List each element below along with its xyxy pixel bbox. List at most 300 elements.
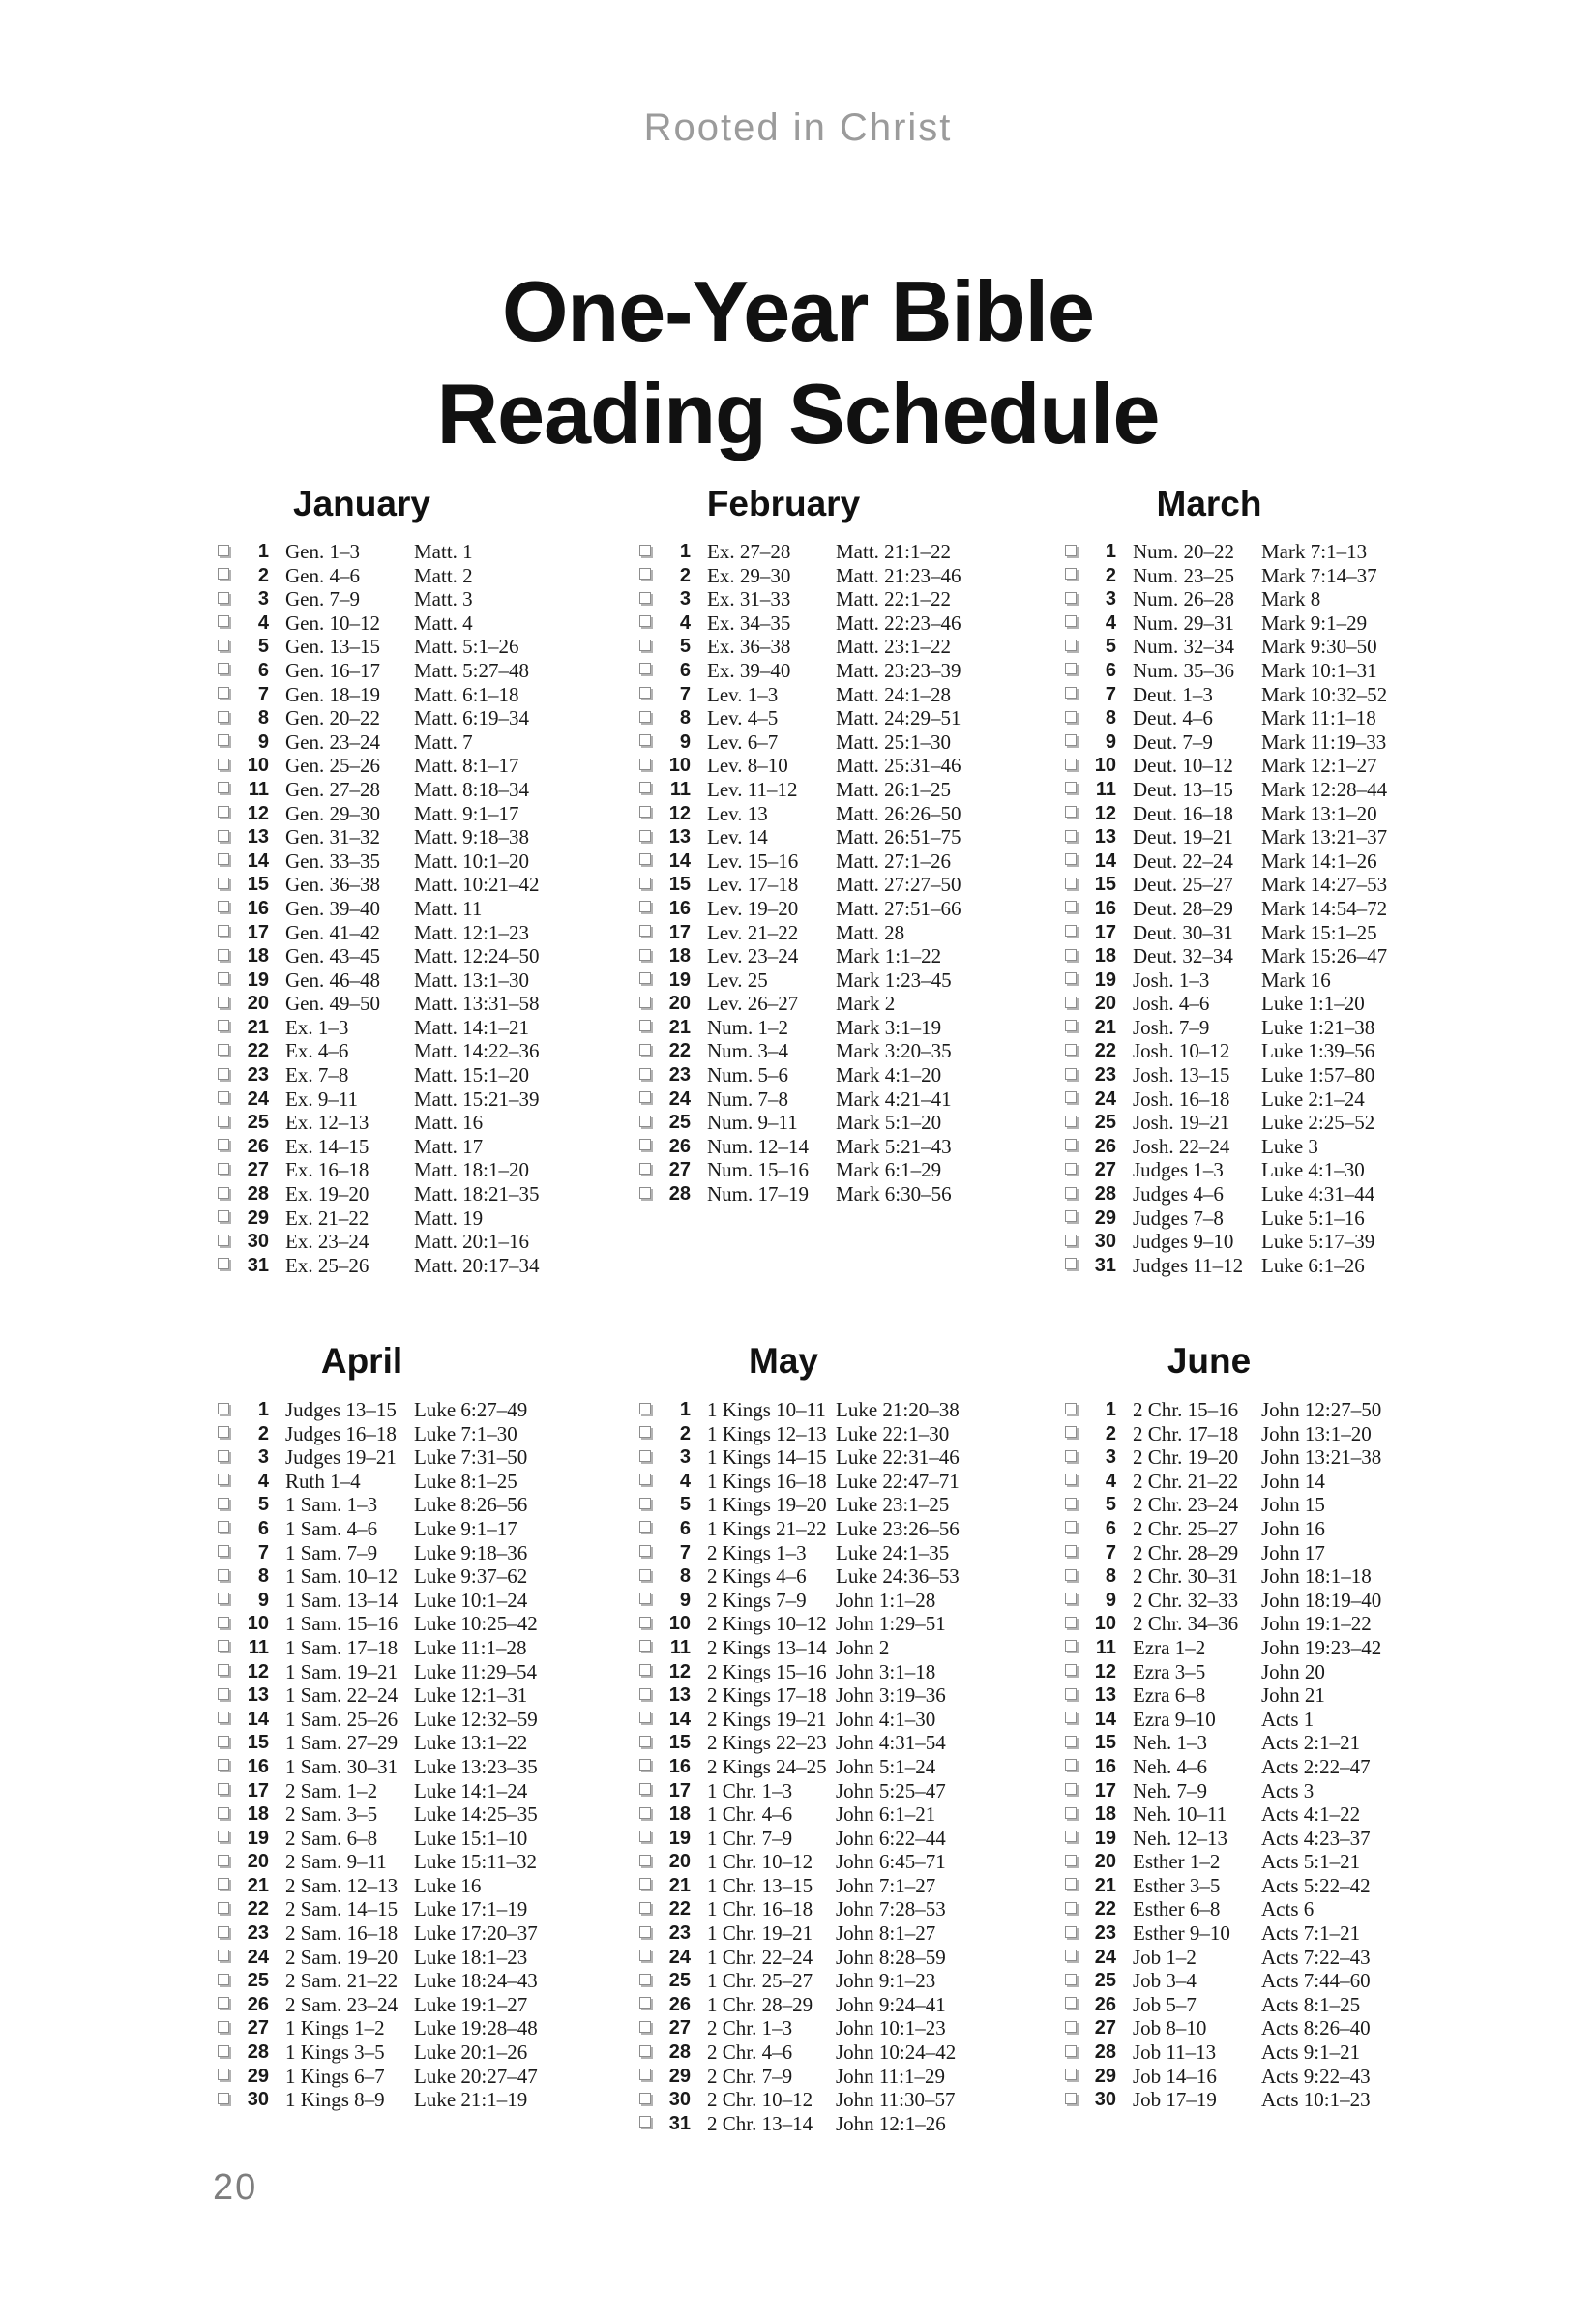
reading-row bbox=[1064, 1874, 1470, 1898]
nt-reading: Acts 4:1–22 bbox=[1261, 1802, 1361, 1827]
ot-reading: Ezra 6–8 bbox=[1133, 1683, 1206, 1708]
nt-reading: Luke 11:29–54 bbox=[414, 1659, 537, 1683]
reading-row bbox=[1064, 1802, 1470, 1827]
nt-reading: Luke 4:1–30 bbox=[1261, 1158, 1365, 1182]
reading-row bbox=[217, 2016, 623, 2040]
day-number: 5 bbox=[1105, 636, 1116, 658]
day-number: 15 bbox=[668, 874, 691, 896]
ot-reading: 1 Chr. 10–12 bbox=[707, 1850, 813, 1874]
day-number: 31 bbox=[668, 2112, 691, 2134]
month-march bbox=[1064, 484, 1470, 1277]
reading-row bbox=[638, 564, 1045, 588]
reading-row bbox=[638, 1564, 1045, 1589]
nt-reading: John 13:21–38 bbox=[1261, 1445, 1382, 1470]
nt-reading: Acts 5:22–42 bbox=[1261, 1873, 1371, 1897]
nt-reading: Luke 22:47–71 bbox=[836, 1469, 960, 1493]
reading-row bbox=[1064, 1111, 1470, 1135]
day-number: 20 bbox=[668, 993, 691, 1015]
ot-reading: 1 Sam. 4–6 bbox=[285, 1516, 378, 1540]
day-number: 24 bbox=[668, 1087, 691, 1110]
nt-reading: Matt. 3 bbox=[414, 587, 473, 611]
nt-reading: Matt. 15:21–39 bbox=[414, 1087, 540, 1111]
ot-reading: 1 Kings 6–7 bbox=[285, 2064, 385, 2088]
ot-reading: 2 Sam. 6–8 bbox=[285, 1826, 378, 1850]
nt-reading: John 9:24–41 bbox=[836, 1992, 946, 2016]
nt-reading: Acts 9:22–43 bbox=[1261, 2064, 1371, 2088]
day-number: 18 bbox=[668, 1803, 691, 1826]
ot-reading: 2 Chr. 17–18 bbox=[1133, 1421, 1239, 1445]
nt-reading: Luke 6:1–26 bbox=[1261, 1253, 1365, 1277]
day-number: 20 bbox=[1094, 1851, 1116, 1873]
nt-reading: Matt. 6:19–34 bbox=[414, 706, 529, 730]
day-number: 2 bbox=[1105, 564, 1116, 586]
reading-row bbox=[217, 1708, 623, 1732]
day-number: 28 bbox=[247, 1183, 269, 1206]
day-number: 17 bbox=[247, 1779, 269, 1801]
ot-reading: Gen. 18–19 bbox=[285, 682, 380, 706]
nt-reading: Luke 9:37–62 bbox=[414, 1564, 528, 1589]
reading-row bbox=[1064, 635, 1470, 659]
reading-row bbox=[638, 921, 1045, 945]
reading-row bbox=[638, 992, 1045, 1016]
nt-reading: Acts 10:1–23 bbox=[1261, 2088, 1371, 2112]
ot-reading: Gen. 20–22 bbox=[285, 706, 380, 730]
day-number: 14 bbox=[247, 1708, 269, 1730]
reading-row bbox=[217, 1946, 623, 1970]
ot-reading: 1 Kings 21–22 bbox=[707, 1516, 827, 1540]
nt-reading: Luke 20:27–47 bbox=[414, 2064, 538, 2088]
day-number: 23 bbox=[1094, 1064, 1116, 1087]
day-number: 27 bbox=[1094, 1159, 1116, 1181]
day-number: 10 bbox=[247, 1613, 269, 1635]
reading-row bbox=[638, 1398, 1045, 1422]
page-number: 20 bbox=[213, 2167, 258, 2208]
nt-reading: Matt. 27:51–66 bbox=[836, 896, 961, 920]
nt-reading: John 8:1–27 bbox=[836, 1921, 936, 1946]
ot-reading: Lev. 1–3 bbox=[707, 682, 779, 706]
ot-reading: Esther 9–10 bbox=[1133, 1921, 1230, 1946]
nt-reading: Luke 7:31–50 bbox=[414, 1445, 528, 1470]
reading-row bbox=[217, 1589, 623, 1613]
reading-row bbox=[1064, 659, 1470, 683]
day-number: 24 bbox=[1094, 1946, 1116, 1968]
reading-row bbox=[217, 802, 623, 826]
nt-reading: Luke 22:31–46 bbox=[836, 1445, 960, 1470]
ot-reading: Ex. 25–26 bbox=[285, 1253, 369, 1277]
ot-reading: 2 Chr. 13–14 bbox=[707, 2111, 813, 2135]
nt-reading: Matt. 15:1–20 bbox=[414, 1063, 529, 1087]
day-number: 19 bbox=[1094, 1827, 1116, 1849]
nt-reading: Mark 1:1–22 bbox=[836, 944, 942, 968]
ot-reading: Num. 23–25 bbox=[1133, 563, 1234, 587]
day-number: 1 bbox=[1105, 1399, 1116, 1420]
ot-reading: Deut. 19–21 bbox=[1133, 825, 1233, 849]
ot-reading: 2 Chr. 30–31 bbox=[1133, 1564, 1239, 1589]
day-number: 31 bbox=[1094, 1254, 1116, 1276]
day-number: 14 bbox=[1094, 849, 1116, 872]
nt-reading: Luke 1:39–56 bbox=[1261, 1039, 1375, 1063]
ot-reading: 1 Sam. 10–12 bbox=[285, 1564, 399, 1589]
reading-row bbox=[638, 1087, 1045, 1112]
reading-row bbox=[217, 730, 623, 755]
month-june bbox=[1064, 1341, 1470, 2112]
nt-reading: Luke 1:1–20 bbox=[1261, 992, 1365, 1016]
day-number: 19 bbox=[668, 1827, 691, 1849]
ot-reading: Josh. 16–18 bbox=[1133, 1087, 1230, 1111]
day-number: 3 bbox=[1105, 588, 1116, 610]
reading-row bbox=[638, 1039, 1045, 1063]
nt-reading: John 11:1–29 bbox=[836, 2064, 945, 2088]
reading-row bbox=[217, 921, 623, 945]
reading-row bbox=[217, 540, 623, 564]
reading-row bbox=[1064, 1206, 1470, 1231]
nt-reading: Luke 5:17–39 bbox=[1261, 1230, 1375, 1254]
day-number: 1 bbox=[679, 1399, 691, 1420]
ot-reading: Lev. 4–5 bbox=[707, 706, 779, 730]
nt-reading: Acts 1 bbox=[1261, 1707, 1315, 1731]
nt-reading: Matt. 9:18–38 bbox=[414, 825, 529, 849]
ot-reading: 2 Chr. 23–24 bbox=[1133, 1493, 1239, 1517]
reading-row bbox=[217, 1683, 623, 1708]
nt-reading: John 3:19–36 bbox=[836, 1683, 946, 1708]
reading-row bbox=[1064, 1230, 1470, 1254]
nt-reading: Mark 16 bbox=[1261, 968, 1331, 992]
ot-reading: Josh. 1–3 bbox=[1133, 968, 1210, 992]
day-number: 17 bbox=[668, 921, 691, 943]
reading-row bbox=[217, 587, 623, 611]
day-number: 23 bbox=[247, 1064, 269, 1087]
reading-row bbox=[217, 659, 623, 683]
page-title-line2: Reading Schedule bbox=[436, 365, 1160, 461]
ot-reading: Num. 3–4 bbox=[707, 1039, 788, 1063]
nt-reading: Mark 3:20–35 bbox=[836, 1039, 952, 1063]
ot-reading: 2 Chr. 15–16 bbox=[1133, 1398, 1239, 1421]
reading-row bbox=[217, 1802, 623, 1827]
day-number: 4 bbox=[679, 611, 691, 634]
day-number: 10 bbox=[1094, 755, 1116, 777]
ot-reading: 2 Kings 17–18 bbox=[707, 1683, 827, 1708]
reading-row bbox=[1064, 730, 1470, 755]
reading-row bbox=[217, 849, 623, 874]
day-number: 20 bbox=[247, 993, 269, 1015]
ot-reading: Neh. 10–11 bbox=[1133, 1802, 1227, 1827]
ot-reading: Job 3–4 bbox=[1133, 1969, 1197, 1993]
nt-reading: Matt. 17 bbox=[414, 1134, 484, 1158]
day-number: 11 bbox=[1095, 778, 1116, 800]
day-number: 3 bbox=[257, 588, 269, 610]
ot-reading: Lev. 25 bbox=[707, 968, 768, 992]
nt-reading: Mark 1:23–45 bbox=[836, 968, 952, 992]
month-title: April bbox=[320, 1341, 403, 1381]
ot-reading: Gen. 39–40 bbox=[285, 896, 380, 920]
reading-row bbox=[638, 730, 1045, 755]
day-number: 10 bbox=[1094, 1613, 1116, 1635]
day-number: 15 bbox=[1094, 1732, 1116, 1754]
reading-row bbox=[217, 1445, 623, 1470]
day-number: 27 bbox=[668, 1159, 691, 1181]
ot-reading: Judges 11–12 bbox=[1133, 1253, 1244, 1277]
ot-reading: Num. 26–28 bbox=[1133, 587, 1234, 611]
ot-reading: Ezra 1–2 bbox=[1133, 1635, 1206, 1659]
nt-reading: John 19:23–42 bbox=[1261, 1635, 1382, 1659]
ot-reading: 1 Chr. 25–27 bbox=[707, 1969, 813, 1993]
reading-row bbox=[638, 2112, 1045, 2136]
reading-row bbox=[638, 825, 1045, 849]
day-number: 13 bbox=[247, 826, 269, 848]
nt-reading: Luke 1:57–80 bbox=[1261, 1063, 1375, 1087]
ot-reading: 2 Kings 22–23 bbox=[707, 1731, 827, 1755]
day-number: 13 bbox=[247, 1684, 269, 1707]
ot-reading: 1 Kings 10–11 bbox=[707, 1398, 826, 1421]
nt-reading: John 6:45–71 bbox=[836, 1850, 946, 1874]
ot-reading: Gen. 23–24 bbox=[285, 729, 380, 754]
reading-row bbox=[1064, 1708, 1470, 1732]
reading-row bbox=[217, 1111, 623, 1135]
ot-reading: 2 Sam. 23–24 bbox=[285, 1992, 399, 2016]
reading-row bbox=[638, 1182, 1045, 1206]
day-number: 24 bbox=[668, 1946, 691, 1968]
day-number: 16 bbox=[1094, 1755, 1116, 1777]
day-number: 6 bbox=[679, 1517, 691, 1539]
nt-reading: Mark 14:27–53 bbox=[1261, 873, 1388, 897]
day-number: 7 bbox=[257, 1541, 269, 1563]
ot-reading: Ex. 21–22 bbox=[285, 1206, 369, 1230]
month-rows bbox=[638, 540, 1045, 1206]
month-title: March bbox=[1156, 484, 1262, 523]
reading-row bbox=[217, 2040, 623, 2065]
nt-reading: Mark 5:21–43 bbox=[836, 1134, 952, 1158]
day-number: 22 bbox=[247, 1898, 269, 1920]
ot-reading: Deut. 10–12 bbox=[1133, 754, 1233, 778]
ot-reading: 2 Kings 4–6 bbox=[707, 1564, 807, 1589]
day-number: 18 bbox=[1094, 1803, 1116, 1826]
nt-reading: Acts 8:26–40 bbox=[1261, 2016, 1371, 2040]
reading-row bbox=[638, 1111, 1045, 1135]
nt-reading: Matt. 24:29–51 bbox=[836, 706, 961, 730]
reading-row bbox=[217, 1493, 623, 1517]
day-number: 9 bbox=[679, 1589, 691, 1611]
ot-reading: Josh. 13–15 bbox=[1133, 1063, 1230, 1087]
ot-reading: 2 Sam. 12–13 bbox=[285, 1873, 399, 1897]
ot-reading: Lev. 14 bbox=[707, 825, 768, 849]
ot-reading: Deut. 30–31 bbox=[1133, 920, 1233, 944]
ot-reading: Deut. 28–29 bbox=[1133, 896, 1233, 920]
reading-row bbox=[1064, 1470, 1470, 1494]
nt-reading: Mark 14:54–72 bbox=[1261, 896, 1388, 920]
reading-row bbox=[1064, 2016, 1470, 2040]
nt-reading: Matt. 25:31–46 bbox=[836, 754, 961, 778]
day-number: 5 bbox=[1105, 1494, 1116, 1516]
reading-row bbox=[638, 1731, 1045, 1755]
day-number: 22 bbox=[668, 1040, 691, 1062]
reading-row bbox=[217, 1182, 623, 1206]
reading-row bbox=[217, 564, 623, 588]
month-rows bbox=[1064, 1398, 1470, 2112]
day-number: 22 bbox=[247, 1040, 269, 1062]
day-number: 27 bbox=[247, 1159, 269, 1181]
nt-reading: Luke 11:1–28 bbox=[414, 1635, 527, 1659]
nt-reading: Mark 10:32–52 bbox=[1261, 682, 1388, 706]
reading-row bbox=[638, 1755, 1045, 1779]
nt-reading: John 1:1–28 bbox=[836, 1588, 936, 1612]
reading-row bbox=[1064, 897, 1470, 921]
ot-reading: Ex. 16–18 bbox=[285, 1158, 369, 1182]
month-rows bbox=[217, 540, 623, 1277]
nt-reading: Matt. 8:1–17 bbox=[414, 754, 519, 778]
nt-reading: Luke 15:1–10 bbox=[414, 1826, 528, 1850]
ot-reading: Num. 9–11 bbox=[707, 1111, 798, 1135]
nt-reading: Mark 12:1–27 bbox=[1261, 754, 1377, 778]
day-number: 28 bbox=[1094, 1183, 1116, 1206]
nt-reading: John 16 bbox=[1261, 1516, 1325, 1540]
reading-row bbox=[638, 1897, 1045, 1921]
day-number: 11 bbox=[248, 778, 269, 800]
ot-reading: 2 Sam. 1–2 bbox=[285, 1778, 378, 1802]
day-number: 7 bbox=[1105, 683, 1116, 705]
ot-reading: Judges 1–3 bbox=[1133, 1158, 1224, 1182]
day-number: 23 bbox=[247, 1922, 269, 1945]
day-number: 17 bbox=[668, 1779, 691, 1801]
day-number: 7 bbox=[679, 683, 691, 705]
day-number: 6 bbox=[1105, 1517, 1116, 1539]
ot-reading: 1 Kings 19–20 bbox=[707, 1493, 827, 1517]
day-number: 29 bbox=[668, 2065, 691, 2087]
nt-reading: Matt. 20:1–16 bbox=[414, 1230, 529, 1254]
ot-reading: 1 Sam. 13–14 bbox=[285, 1588, 399, 1612]
day-number: 12 bbox=[247, 1660, 269, 1682]
day-number: 25 bbox=[668, 1970, 691, 1992]
ot-reading: Gen. 41–42 bbox=[285, 920, 380, 944]
day-number: 15 bbox=[668, 1732, 691, 1754]
reading-row bbox=[1064, 1993, 1470, 2017]
reading-row bbox=[1064, 1398, 1470, 1422]
nt-reading: John 1:29–51 bbox=[836, 1612, 946, 1636]
ot-reading: Gen. 33–35 bbox=[285, 848, 380, 873]
nt-reading: John 7:28–53 bbox=[836, 1897, 946, 1921]
reading-row bbox=[638, 1158, 1045, 1182]
ot-reading: Deut. 7–9 bbox=[1133, 729, 1213, 754]
nt-reading: Acts 7:1–21 bbox=[1261, 1921, 1361, 1946]
day-number: 26 bbox=[1094, 1135, 1116, 1157]
nt-reading: Luke 19:28–48 bbox=[414, 2016, 538, 2040]
reading-row bbox=[638, 849, 1045, 874]
day-number: 29 bbox=[1094, 1206, 1116, 1229]
reading-row bbox=[217, 2065, 623, 2089]
ot-reading: Lev. 13 bbox=[707, 801, 768, 825]
reading-row bbox=[217, 2088, 623, 2112]
reading-row bbox=[638, 587, 1045, 611]
reading-row bbox=[638, 754, 1045, 778]
nt-reading: Acts 2:22–47 bbox=[1261, 1754, 1371, 1778]
nt-reading: Luke 12:32–59 bbox=[414, 1707, 538, 1731]
day-number: 3 bbox=[679, 1446, 691, 1469]
day-number: 4 bbox=[1105, 611, 1116, 634]
ot-reading: 2 Sam. 21–22 bbox=[285, 1969, 399, 1993]
day-number: 3 bbox=[257, 1446, 269, 1469]
ot-reading: 1 Chr. 16–18 bbox=[707, 1897, 813, 1921]
ot-reading: 2 Sam. 16–18 bbox=[285, 1921, 399, 1946]
reading-row bbox=[217, 897, 623, 921]
nt-reading: Luke 4:31–44 bbox=[1261, 1182, 1375, 1206]
nt-reading: John 2 bbox=[836, 1635, 890, 1659]
nt-reading: Luke 16 bbox=[414, 1873, 482, 1897]
nt-reading: John 21 bbox=[1261, 1683, 1325, 1708]
nt-reading: Luke 9:18–36 bbox=[414, 1540, 528, 1564]
day-number: 18 bbox=[247, 1803, 269, 1826]
nt-reading: John 6:22–44 bbox=[836, 1826, 946, 1850]
reading-row bbox=[638, 1802, 1045, 1827]
ot-reading: Deut. 22–24 bbox=[1133, 848, 1233, 873]
reading-row bbox=[1064, 802, 1470, 826]
ot-reading: Gen. 31–32 bbox=[285, 825, 380, 849]
nt-reading: Matt. 19 bbox=[414, 1206, 484, 1230]
nt-reading: Matt. 18:21–35 bbox=[414, 1182, 540, 1206]
ot-reading: Judges 9–10 bbox=[1133, 1230, 1234, 1254]
nt-reading: Matt. 5:1–26 bbox=[414, 635, 519, 659]
ot-reading: Josh. 10–12 bbox=[1133, 1039, 1230, 1063]
nt-reading: Mark 6:30–56 bbox=[836, 1182, 952, 1206]
reading-row bbox=[1064, 1850, 1470, 1874]
nt-reading: John 7:1–27 bbox=[836, 1873, 936, 1897]
reading-row bbox=[638, 1589, 1045, 1613]
nt-reading: Mark 13:1–20 bbox=[1261, 801, 1377, 825]
day-number: 28 bbox=[247, 2041, 269, 2064]
day-number: 27 bbox=[247, 2017, 269, 2039]
reading-row bbox=[638, 968, 1045, 993]
ot-reading: Esther 1–2 bbox=[1133, 1850, 1221, 1874]
nt-reading: Mark 4:21–41 bbox=[836, 1087, 952, 1111]
nt-reading: Acts 5:1–21 bbox=[1261, 1850, 1361, 1874]
day-number: 8 bbox=[679, 707, 691, 729]
day-number: 22 bbox=[1094, 1040, 1116, 1062]
day-number: 27 bbox=[668, 2017, 691, 2039]
reading-row bbox=[1064, 683, 1470, 707]
day-number: 8 bbox=[257, 1565, 269, 1588]
reading-row bbox=[217, 1564, 623, 1589]
day-number: 24 bbox=[247, 1946, 269, 1968]
nt-reading: John 10:1–23 bbox=[836, 2016, 946, 2040]
ot-reading: Judges 19–21 bbox=[285, 1445, 397, 1470]
reading-row bbox=[638, 1636, 1045, 1660]
month-title: January bbox=[293, 484, 430, 523]
ot-reading: 1 Kings 14–15 bbox=[707, 1445, 827, 1470]
ot-reading: Gen. 29–30 bbox=[285, 801, 380, 825]
ot-reading: 2 Chr. 21–22 bbox=[1133, 1469, 1239, 1493]
ot-reading: Judges 13–15 bbox=[285, 1398, 397, 1421]
nt-reading: Luke 5:1–16 bbox=[1261, 1206, 1365, 1230]
day-number: 20 bbox=[668, 1851, 691, 1873]
month-title: February bbox=[706, 484, 861, 523]
ot-reading: Deut. 4–6 bbox=[1133, 706, 1213, 730]
nt-reading: John 3:1–18 bbox=[836, 1659, 936, 1683]
reading-row bbox=[217, 1874, 623, 1898]
nt-reading: Matt. 26:51–75 bbox=[836, 825, 961, 849]
ot-reading: 2 Sam. 9–11 bbox=[285, 1850, 387, 1874]
ot-reading: Deut. 25–27 bbox=[1133, 873, 1233, 897]
reading-row bbox=[638, 1517, 1045, 1541]
reading-row bbox=[1064, 1063, 1470, 1087]
reading-row bbox=[638, 1541, 1045, 1565]
reading-row bbox=[217, 611, 623, 636]
reading-row bbox=[638, 2088, 1045, 2112]
ot-reading: 2 Chr. 28–29 bbox=[1133, 1540, 1239, 1564]
ot-reading: 2 Kings 24–25 bbox=[707, 1754, 827, 1778]
day-number: 15 bbox=[247, 1732, 269, 1754]
ot-reading: 1 Chr. 28–29 bbox=[707, 1992, 813, 2016]
day-number: 11 bbox=[669, 1636, 691, 1658]
nt-reading: Matt. 23:1–22 bbox=[836, 635, 951, 659]
ot-reading: 1 Chr. 1–3 bbox=[707, 1778, 793, 1802]
